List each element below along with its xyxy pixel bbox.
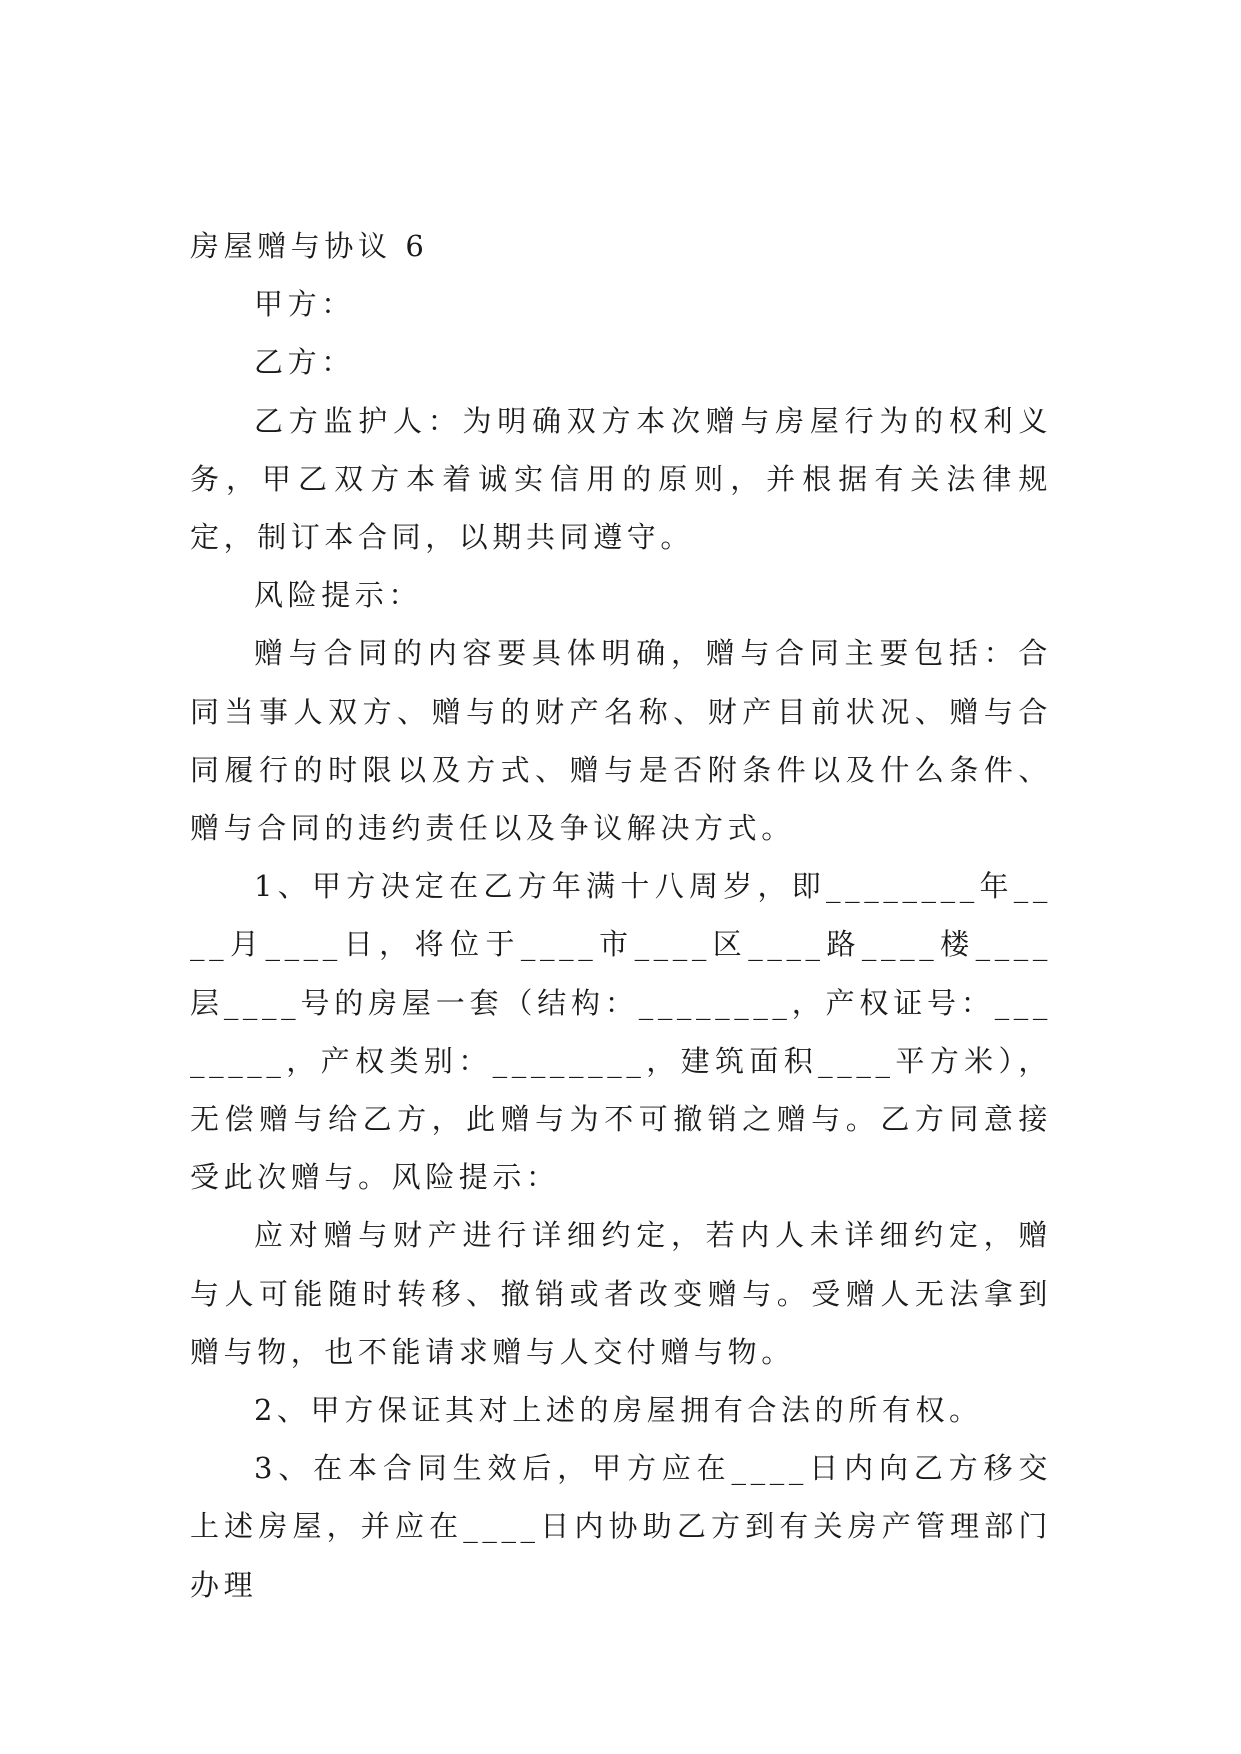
party-a-line: 甲方：	[254, 287, 355, 322]
document-body	[190, 217, 1052, 1614]
clause-1-paragraph: 1、甲方决定在乙方年满十八周岁，即________年____月____日，将位于____市____区____路____楼____层____号的房屋一套（结构：________，产权证号：________，产权类别：________，建筑面积____平方米），无偿赠与给乙方，此赠与为不可撤销之赠与。乙方同意接受此次赠与。风险提示：	[190, 869, 1052, 1195]
risk-notice-detail-paragraph: 应对赠与财产进行详细约定，若内人未详细约定，赠与人可能随时转移、撤销或者改变赠与。受赠人无法拿到赠与物，也不能请求赠与人交付赠与物。	[190, 1218, 1052, 1369]
risk-notice-heading: 风险提示：	[254, 578, 423, 613]
clause-2-paragraph: 2、甲方保证其对上述的房屋拥有合法的所有权。	[254, 1393, 983, 1428]
clause-3-paragraph: 3、在本合同生效后，甲方应在____日内向乙方移交上述房屋，并应在____日内协助乙方到有关房产管理部门办理	[190, 1451, 1052, 1602]
guardian-intro-paragraph: 乙方监护人：为明确双方本次赠与房屋行为的权利义务，甲乙双方本着诚实信用的原则，并根据有关法律规定，制订本合同，以期共同遵守。	[190, 403, 1052, 555]
document-title: 房屋赠与协议 6	[190, 229, 429, 263]
party-b-line: 乙方：	[254, 345, 355, 380]
risk-notice-paragraph: 赠与合同的内容要具体明确，赠与合同主要包括：合同当事人双方、赠与的财产名称、财产目前状况、赠与合同履行的时限以及方式、赠与是否附条件以及什么条件、赠与合同的违约责任以及争议解决方式。	[190, 636, 1052, 846]
